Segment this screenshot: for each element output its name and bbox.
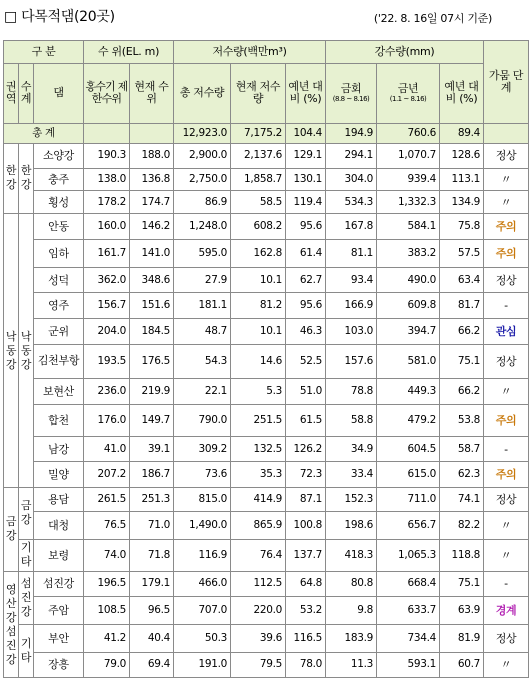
flood-level-cell: 193.5 xyxy=(84,344,130,378)
page-title: □ 다목적댐(20곳) xyxy=(4,9,115,25)
region-cell: 낙동강 xyxy=(4,214,19,488)
rain-week-cell: 418.3 xyxy=(326,539,377,571)
dam-name: 남강 xyxy=(34,437,84,462)
flood-level-cell: 207.2 xyxy=(84,462,130,488)
dam-row xyxy=(4,572,529,597)
current-level-cell: 71.0 xyxy=(130,511,174,539)
region-cell: 한강 xyxy=(4,143,19,214)
dam-row xyxy=(4,143,529,168)
drought-stage-cell xyxy=(484,487,529,511)
storage-ratio-cell: 95.6 xyxy=(286,214,326,240)
dam-name: 안동 xyxy=(34,214,84,240)
dam-name: 횡성 xyxy=(34,191,84,214)
rain-year-label: 금년 xyxy=(397,81,419,95)
rain-ratio-cell: 58.7 xyxy=(440,437,484,462)
dam-row xyxy=(4,462,529,488)
total-storage-ratio: 104.4 xyxy=(286,123,326,143)
region-cell: 영산강섬진강 xyxy=(4,572,19,678)
drought-stage-cell xyxy=(484,214,529,240)
current-level-cell: 71.8 xyxy=(130,539,174,571)
current-level-cell: 39.1 xyxy=(130,437,174,462)
rain-ratio-cell: 82.2 xyxy=(440,511,484,539)
rain-ratio-header: 예년 대비 (%) xyxy=(440,63,484,123)
current-storage-cell: 81.2 xyxy=(231,293,286,319)
drought-stage-badge: 정상 xyxy=(495,354,517,368)
current-storage-cell: 14.6 xyxy=(231,344,286,378)
total-storage-cell: 48.7 xyxy=(174,318,231,344)
drought-stage-badge: 〃 xyxy=(500,385,512,399)
total-storage-cell: 790.0 xyxy=(174,405,231,437)
drought-stage-cell xyxy=(484,572,529,597)
storage-ratio-cell: 119.4 xyxy=(286,191,326,214)
rain-ratio-cell: 113.1 xyxy=(440,168,484,191)
rain-ratio-cell: 75.1 xyxy=(440,572,484,597)
rain-week-cell: 157.6 xyxy=(326,344,377,378)
drought-stage-cell xyxy=(484,344,529,378)
drought-stage-badge: 〃 xyxy=(500,518,512,532)
current-storage-cell: 10.1 xyxy=(231,318,286,344)
dam-row xyxy=(4,652,529,677)
dam-name: 부안 xyxy=(34,624,84,652)
dam-row xyxy=(4,240,529,268)
rain-week-cell: 198.6 xyxy=(326,511,377,539)
current-storage-cell: 76.4 xyxy=(231,539,286,571)
current-storage-cell: 35.3 xyxy=(231,462,286,488)
region-cell: 금강 xyxy=(4,487,19,571)
drought-stage-cell xyxy=(484,318,529,344)
storage-ratio-cell: 95.6 xyxy=(286,293,326,319)
drought-stage-cell xyxy=(484,511,529,539)
drought-stage-cell xyxy=(484,652,529,677)
storage-ratio-cell: 78.0 xyxy=(286,652,326,677)
total-storage-cell: 595.0 xyxy=(174,240,231,268)
dam-name: 주암 xyxy=(34,596,84,624)
drought-stage-cell xyxy=(484,240,529,268)
water-system-cell: 기타 xyxy=(19,539,34,571)
total-storage-cell: 73.6 xyxy=(174,462,231,488)
total-storage-cell: 309.2 xyxy=(174,437,231,462)
dam-name: 보현산 xyxy=(34,379,84,405)
rain-year-cell: 656.7 xyxy=(377,511,440,539)
rain-ratio-cell: 66.2 xyxy=(440,379,484,405)
total-storage-cell: 815.0 xyxy=(174,487,231,511)
drought-stage-cell xyxy=(484,596,529,624)
dam-row xyxy=(4,344,529,378)
water-system-cell: 낙동강 xyxy=(19,214,34,488)
storage-ratio-cell: 51.0 xyxy=(286,379,326,405)
drought-stage-cell xyxy=(484,379,529,405)
flood-level-cell: 178.2 xyxy=(84,191,130,214)
storage-ratio-cell: 61.5 xyxy=(286,405,326,437)
rain-year-period: (1.1 ~ 8.16) xyxy=(389,94,427,103)
total-total-storage: 12,923.0 xyxy=(174,123,231,143)
drought-stage-badge: 〃 xyxy=(500,658,512,672)
rain-year-cell: 449.3 xyxy=(377,379,440,405)
drought-stage-badge: - xyxy=(504,577,508,591)
current-level-cell: 176.5 xyxy=(130,344,174,378)
dam-name: 섬진강 xyxy=(34,572,84,597)
drought-stage-badge: 〃 xyxy=(500,195,512,209)
total-storage-cell: 707.0 xyxy=(174,596,231,624)
flood-level-cell: 236.0 xyxy=(84,379,130,405)
current-storage-cell: 608.2 xyxy=(231,214,286,240)
drought-stage-badge: 주의 xyxy=(495,414,517,428)
total-storage-cell: 466.0 xyxy=(174,572,231,597)
current-storage-cell: 10.1 xyxy=(231,268,286,293)
dam-name: 대청 xyxy=(34,511,84,539)
total-storage-cell: 2,750.0 xyxy=(174,168,231,191)
storage-ratio-cell: 130.1 xyxy=(286,168,326,191)
storage-ratio-cell: 137.7 xyxy=(286,539,326,571)
total-storage-cell: 1,248.0 xyxy=(174,214,231,240)
rain-year-cell: 581.0 xyxy=(377,344,440,378)
current-level-cell: 149.7 xyxy=(130,405,174,437)
total-rain-year: 760.6 xyxy=(377,123,440,143)
storage-ratio-cell: 46.3 xyxy=(286,318,326,344)
total-label: 총 계 xyxy=(4,123,84,143)
drought-stage-badge: 정상 xyxy=(495,492,517,506)
drought-stage-cell xyxy=(484,293,529,319)
current-storage-cell: 1,858.7 xyxy=(231,168,286,191)
drought-stage-badge: 경계 xyxy=(495,603,517,617)
rain-week-cell: 9.8 xyxy=(326,596,377,624)
storage-ratio-cell: 129.1 xyxy=(286,143,326,168)
rain-ratio-cell: 63.9 xyxy=(440,596,484,624)
flood-level-cell: 161.7 xyxy=(84,240,130,268)
rain-week-cell: 152.3 xyxy=(326,487,377,511)
rain-ratio-cell: 75.1 xyxy=(440,344,484,378)
current-level-cell: 96.5 xyxy=(130,596,174,624)
rain-ratio-cell: 53.8 xyxy=(440,405,484,437)
rain-week-cell: 183.9 xyxy=(326,624,377,652)
dam-name: 보령 xyxy=(34,539,84,571)
flood-level-cell: 108.5 xyxy=(84,596,130,624)
total-storage-cell: 1,490.0 xyxy=(174,511,231,539)
rain-ratio-cell: 60.7 xyxy=(440,652,484,677)
flood-level-cell: 261.5 xyxy=(84,487,130,511)
flood-level-cell: 156.7 xyxy=(84,293,130,319)
current-level-cell: 186.7 xyxy=(130,462,174,488)
region-header: 권역 xyxy=(4,63,19,123)
rain-ratio-cell: 134.9 xyxy=(440,191,484,214)
flood-level-cell: 176.0 xyxy=(84,405,130,437)
current-level-header: 현재 수위 xyxy=(130,63,174,123)
rain-ratio-cell: 128.6 xyxy=(440,143,484,168)
current-storage-cell: 865.9 xyxy=(231,511,286,539)
total-storage-cell: 181.1 xyxy=(174,293,231,319)
rain-ratio-cell: 118.8 xyxy=(440,539,484,571)
storage-ratio-cell: 64.8 xyxy=(286,572,326,597)
total-current-storage: 7,175.2 xyxy=(231,123,286,143)
current-level-cell: 219.9 xyxy=(130,379,174,405)
current-level-cell: 179.1 xyxy=(130,572,174,597)
current-storage-cell: 112.5 xyxy=(231,572,286,597)
header-row-2 xyxy=(4,63,529,123)
rain-week-cell: 167.8 xyxy=(326,214,377,240)
dam-status-table xyxy=(3,40,529,678)
water-system-cell: 기타 xyxy=(19,624,34,677)
storage-ratio-cell: 100.8 xyxy=(286,511,326,539)
rain-week-cell: 81.1 xyxy=(326,240,377,268)
rain-year-cell: 479.2 xyxy=(377,405,440,437)
drought-stage-header: 가뭄 단계 xyxy=(484,41,529,124)
dam-name: 충주 xyxy=(34,168,84,191)
storage-ratio-cell: 72.3 xyxy=(286,462,326,488)
dam-row xyxy=(4,511,529,539)
current-storage-cell: 39.6 xyxy=(231,624,286,652)
total-storage-cell: 86.9 xyxy=(174,191,231,214)
total-storage-cell: 191.0 xyxy=(174,652,231,677)
dam-row xyxy=(4,191,529,214)
flood-level-cell: 74.0 xyxy=(84,539,130,571)
current-level-cell: 40.4 xyxy=(130,624,174,652)
drought-stage-badge: 정상 xyxy=(495,273,517,287)
rain-year-cell: 1,070.7 xyxy=(377,143,440,168)
dam-name: 임하 xyxy=(34,240,84,268)
storage-ratio-cell: 52.5 xyxy=(286,344,326,378)
flood-level-cell: 362.0 xyxy=(84,268,130,293)
drought-stage-cell xyxy=(484,624,529,652)
rain-year-cell: 383.2 xyxy=(377,240,440,268)
flood-level-cell: 138.0 xyxy=(84,168,130,191)
drought-stage-cell xyxy=(484,191,529,214)
dam-name: 용담 xyxy=(34,487,84,511)
total-drought-stage xyxy=(484,123,529,143)
rain-year-cell: 584.1 xyxy=(377,214,440,240)
rain-week-cell: 34.9 xyxy=(326,437,377,462)
water-system-cell: 섬진강 xyxy=(19,572,34,625)
rain-year-cell: 604.5 xyxy=(377,437,440,462)
dam-row xyxy=(4,624,529,652)
rain-year-cell: 1,332.3 xyxy=(377,191,440,214)
rain-year-cell: 633.7 xyxy=(377,596,440,624)
drought-stage-badge: 주의 xyxy=(495,247,517,261)
dam-row xyxy=(4,437,529,462)
rain-ratio-cell: 81.7 xyxy=(440,293,484,319)
rain-ratio-cell: 62.3 xyxy=(440,462,484,488)
rain-year-cell: 615.0 xyxy=(377,462,440,488)
current-storage-cell: 251.5 xyxy=(231,405,286,437)
dam-name: 밀양 xyxy=(34,462,84,488)
rain-week-cell: 93.4 xyxy=(326,268,377,293)
flood-level-header: 홍수기 제한수위 xyxy=(84,63,130,123)
water-system-cell: 한강 xyxy=(19,143,34,214)
dam-row xyxy=(4,539,529,571)
storage-ratio-cell: 61.4 xyxy=(286,240,326,268)
flood-level-cell: 41.2 xyxy=(84,624,130,652)
rain-week-header xyxy=(326,63,377,123)
water-system-cell: 금강 xyxy=(19,487,34,539)
current-storage-cell: 132.5 xyxy=(231,437,286,462)
current-storage-cell: 2,137.6 xyxy=(231,143,286,168)
rain-ratio-cell: 74.1 xyxy=(440,487,484,511)
dam-row xyxy=(4,379,529,405)
rain-year-cell: 668.4 xyxy=(377,572,440,597)
total-storage-cell: 50.3 xyxy=(174,624,231,652)
current-level-cell: 348.6 xyxy=(130,268,174,293)
current-level-cell: 146.2 xyxy=(130,214,174,240)
drought-stage-badge: 정상 xyxy=(495,149,517,163)
rain-year-cell: 734.4 xyxy=(377,624,440,652)
current-storage-cell: 5.3 xyxy=(231,379,286,405)
current-level-cell: 151.6 xyxy=(130,293,174,319)
dam-row xyxy=(4,268,529,293)
dam-row xyxy=(4,596,529,624)
rain-year-cell: 394.7 xyxy=(377,318,440,344)
flood-level-cell: 204.0 xyxy=(84,318,130,344)
storage-ratio-cell: 87.1 xyxy=(286,487,326,511)
total-flood-level xyxy=(84,123,130,143)
rain-year-cell: 939.4 xyxy=(377,168,440,191)
drought-stage-badge: - xyxy=(504,442,508,456)
rain-week-cell: 33.4 xyxy=(326,462,377,488)
rain-week-cell: 78.8 xyxy=(326,379,377,405)
drought-stage-badge: 〃 xyxy=(500,548,512,562)
water-system-header: 수계 xyxy=(19,63,34,123)
rain-week-cell: 166.9 xyxy=(326,293,377,319)
drought-stage-badge: 관심 xyxy=(495,324,517,338)
rain-ratio-cell: 66.2 xyxy=(440,318,484,344)
drought-stage-badge: - xyxy=(504,298,508,312)
storage-ratio-cell: 62.7 xyxy=(286,268,326,293)
header-row-1 xyxy=(4,41,529,64)
storage-ratio-header: 예년 대비 (%) xyxy=(286,63,326,123)
dam-name: 합천 xyxy=(34,405,84,437)
title-row xyxy=(0,2,498,28)
dam-row xyxy=(4,318,529,344)
drought-stage-cell xyxy=(484,168,529,191)
dam-name: 김천부항 xyxy=(34,344,84,378)
drought-stage-badge: 〃 xyxy=(500,172,512,186)
dam-row xyxy=(4,168,529,191)
storage-ratio-cell: 116.5 xyxy=(286,624,326,652)
storage-ratio-cell: 53.2 xyxy=(286,596,326,624)
current-storage-cell: 79.5 xyxy=(231,652,286,677)
current-storage-cell: 220.0 xyxy=(231,596,286,624)
drought-stage-cell xyxy=(484,143,529,168)
flood-level-cell: 190.3 xyxy=(84,143,130,168)
dam-name: 성덕 xyxy=(34,268,84,293)
flood-level-cell: 41.0 xyxy=(84,437,130,462)
rain-year-cell: 593.1 xyxy=(377,652,440,677)
division-header: 구 분 xyxy=(4,41,84,64)
rain-year-header xyxy=(377,63,440,123)
current-level-cell: 184.5 xyxy=(130,318,174,344)
drought-stage-cell xyxy=(484,405,529,437)
flood-level-cell: 196.5 xyxy=(84,572,130,597)
rain-week-cell: 58.8 xyxy=(326,405,377,437)
current-level-cell: 251.3 xyxy=(130,487,174,511)
dam-name: 장흥 xyxy=(34,652,84,677)
flood-level-cell: 160.0 xyxy=(84,214,130,240)
total-rain-week: 194.9 xyxy=(326,123,377,143)
rain-week-cell: 534.3 xyxy=(326,191,377,214)
total-storage-cell: 54.3 xyxy=(174,344,231,378)
flood-level-cell: 76.5 xyxy=(84,511,130,539)
drought-stage-badge: 주의 xyxy=(495,468,517,482)
total-storage-cell: 2,900.0 xyxy=(174,143,231,168)
drought-stage-cell xyxy=(484,462,529,488)
current-storage-header: 현재 저수량 xyxy=(231,63,286,123)
current-storage-cell: 414.9 xyxy=(231,487,286,511)
rain-ratio-cell: 63.4 xyxy=(440,268,484,293)
rain-week-cell: 103.0 xyxy=(326,318,377,344)
water-level-header: 수 위(EL. m) xyxy=(84,41,174,64)
total-row xyxy=(4,123,529,143)
current-level-cell: 188.0 xyxy=(130,143,174,168)
drought-stage-cell xyxy=(484,539,529,571)
total-storage-header: 총 저수량 xyxy=(174,63,231,123)
dam-name: 군위 xyxy=(34,318,84,344)
total-storage-cell: 116.9 xyxy=(174,539,231,571)
dam-row xyxy=(4,487,529,511)
dam-header: 댐 xyxy=(34,63,84,123)
drought-stage-badge: 정상 xyxy=(495,631,517,645)
total-rain-ratio: 89.4 xyxy=(440,123,484,143)
dam-name: 소양강 xyxy=(34,143,84,168)
dam-row xyxy=(4,214,529,240)
rain-week-cell: 11.3 xyxy=(326,652,377,677)
rain-week-period: (8.8 ~ 8.16) xyxy=(332,94,370,103)
current-level-cell: 141.0 xyxy=(130,240,174,268)
drought-stage-cell xyxy=(484,437,529,462)
dam-name: 영주 xyxy=(34,293,84,319)
storage-ratio-cell: 126.2 xyxy=(286,437,326,462)
storage-header: 저수량(백만m³) xyxy=(174,41,326,64)
rain-week-cell: 294.1 xyxy=(326,143,377,168)
drought-stage-badge: 주의 xyxy=(495,220,517,234)
dam-row xyxy=(4,405,529,437)
flood-level-cell: 79.0 xyxy=(84,652,130,677)
total-storage-cell: 27.9 xyxy=(174,268,231,293)
as-of-date: ('22. 8. 16일 07시 기준) xyxy=(373,12,492,25)
current-storage-cell: 162.8 xyxy=(231,240,286,268)
rain-week-cell: 80.8 xyxy=(326,572,377,597)
current-level-cell: 136.8 xyxy=(130,168,174,191)
rain-year-cell: 711.0 xyxy=(377,487,440,511)
rain-year-cell: 1,065.3 xyxy=(377,539,440,571)
rain-week-label: 금회 xyxy=(340,81,362,95)
rain-ratio-cell: 75.8 xyxy=(440,214,484,240)
rain-year-cell: 490.0 xyxy=(377,268,440,293)
rain-week-cell: 304.0 xyxy=(326,168,377,191)
rainfall-header: 강수량(mm) xyxy=(326,41,484,64)
current-storage-cell: 58.5 xyxy=(231,191,286,214)
rain-ratio-cell: 57.5 xyxy=(440,240,484,268)
dam-status-table-wrapper xyxy=(3,40,524,678)
total-current-level xyxy=(130,123,174,143)
rain-ratio-cell: 81.9 xyxy=(440,624,484,652)
drought-stage-cell xyxy=(484,268,529,293)
current-level-cell: 174.7 xyxy=(130,191,174,214)
current-level-cell: 69.4 xyxy=(130,652,174,677)
rain-year-cell: 609.8 xyxy=(377,293,440,319)
dam-row xyxy=(4,293,529,319)
total-storage-cell: 22.1 xyxy=(174,379,231,405)
